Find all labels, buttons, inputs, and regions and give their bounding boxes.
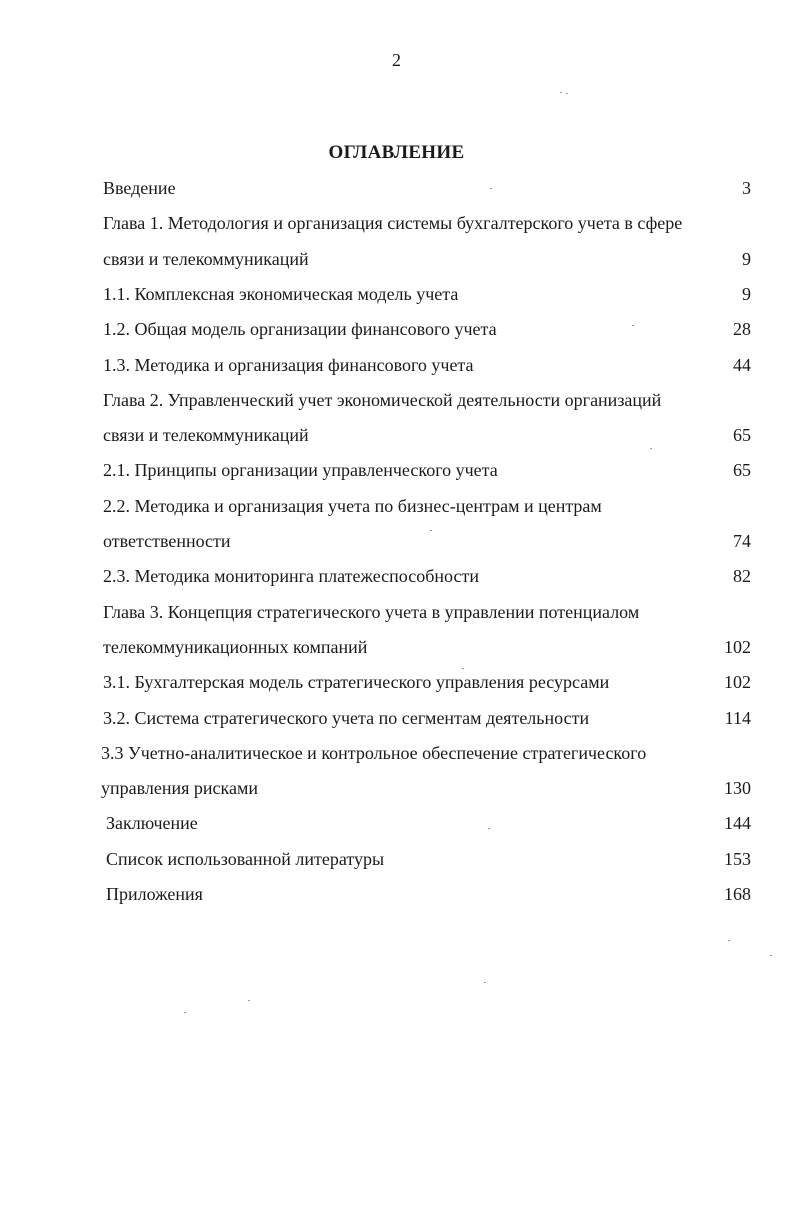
toc-entry-line: Заключение	[106, 813, 198, 834]
toc-entry-line: Глава 3. Концепция стратегического учета в управлении потенциалом	[103, 601, 640, 622]
toc-entry-page-number: 102	[724, 636, 751, 657]
toc-entry-page-number: 9	[742, 248, 751, 269]
toc-entry-page-number: 82	[733, 566, 751, 587]
toc-entry-line: ответственности	[103, 531, 231, 551]
toc-entry-page-number: 44	[733, 354, 751, 375]
scan-speck	[484, 982, 486, 983]
scan-speck	[728, 940, 730, 941]
toc-entry-line: 2.2. Методика и организация учета по бизнес-центрам и центрам	[103, 495, 602, 516]
toc-entry-line: Список использованной литературы	[106, 848, 385, 869]
toc-entry-line: 3.3 Учетно-аналитическое и контрольное обеспечение стратегического	[101, 742, 647, 763]
toc-entry-page-number: 3	[742, 178, 751, 198]
toc-entry-line: телекоммуникационных компаний	[103, 636, 368, 657]
toc-entry-line: Глава 2. Управленческий учет экономической деятельности организаций	[103, 389, 662, 410]
scan-speck	[248, 1000, 250, 1001]
scan-speck	[560, 92, 562, 93]
scan-speck	[430, 530, 432, 531]
toc-entry-line: 3.2. Система стратегического учета по сегментам деятельности	[103, 707, 590, 728]
page-number: 2	[392, 50, 401, 70]
toc-entry-page-number: 102	[724, 672, 751, 693]
toc-entry-page-number: 114	[724, 707, 751, 728]
scan-speck	[566, 93, 568, 94]
scan-speck	[770, 955, 772, 956]
toc-entry-line: 1.2. Общая модель организации финансового учета	[103, 319, 497, 340]
toc-entry-line: управления рисками	[101, 778, 259, 799]
toc-title: ОГЛАВЛЕНИЕ	[328, 142, 465, 163]
scan-speck	[462, 668, 464, 669]
toc-entry-page-number: 28	[733, 319, 751, 340]
scan-speck	[488, 828, 490, 829]
toc-entry-page-number: 65	[733, 460, 751, 481]
toc-entry-page-number: 9	[742, 283, 751, 304]
toc-entry-page-number: 168	[724, 884, 751, 904]
toc-entry-page-number: 65	[733, 425, 751, 446]
toc-entry-line: связи и телекоммуникаций	[103, 425, 309, 446]
toc-entry-line: 2.3. Методика мониторинга платежеспособности	[103, 566, 479, 587]
toc-entry-page-number: 74	[733, 531, 751, 551]
scan-speck	[650, 448, 652, 449]
toc-entry-line: 3.1. Бухгалтерская модель стратегического управления ресурсами	[103, 672, 610, 693]
toc-entry-line: 1.3. Методика и организация финансового учета	[103, 354, 474, 375]
scan-speck	[490, 188, 492, 189]
toc-entry-line: 2.1. Принципы организации управленческого учета	[103, 460, 498, 481]
toc-entry-line: Приложения	[106, 884, 203, 904]
toc-entry-page-number: 144	[724, 813, 751, 834]
scan-speck	[184, 1012, 186, 1013]
toc-entry-line: связи и телекоммуникаций	[103, 248, 309, 269]
toc-entry-page-number: 130	[724, 778, 751, 799]
toc-entry-page-number: 153	[724, 848, 751, 869]
toc-entry-line: 1.1. Комплексная экономическая модель учета	[103, 283, 459, 304]
toc-entry-line: Глава 1. Методология и организация системы бухгалтерского учета в сфере	[103, 213, 683, 234]
scan-speck	[632, 325, 634, 326]
toc-entry-line: Введение	[103, 178, 176, 198]
